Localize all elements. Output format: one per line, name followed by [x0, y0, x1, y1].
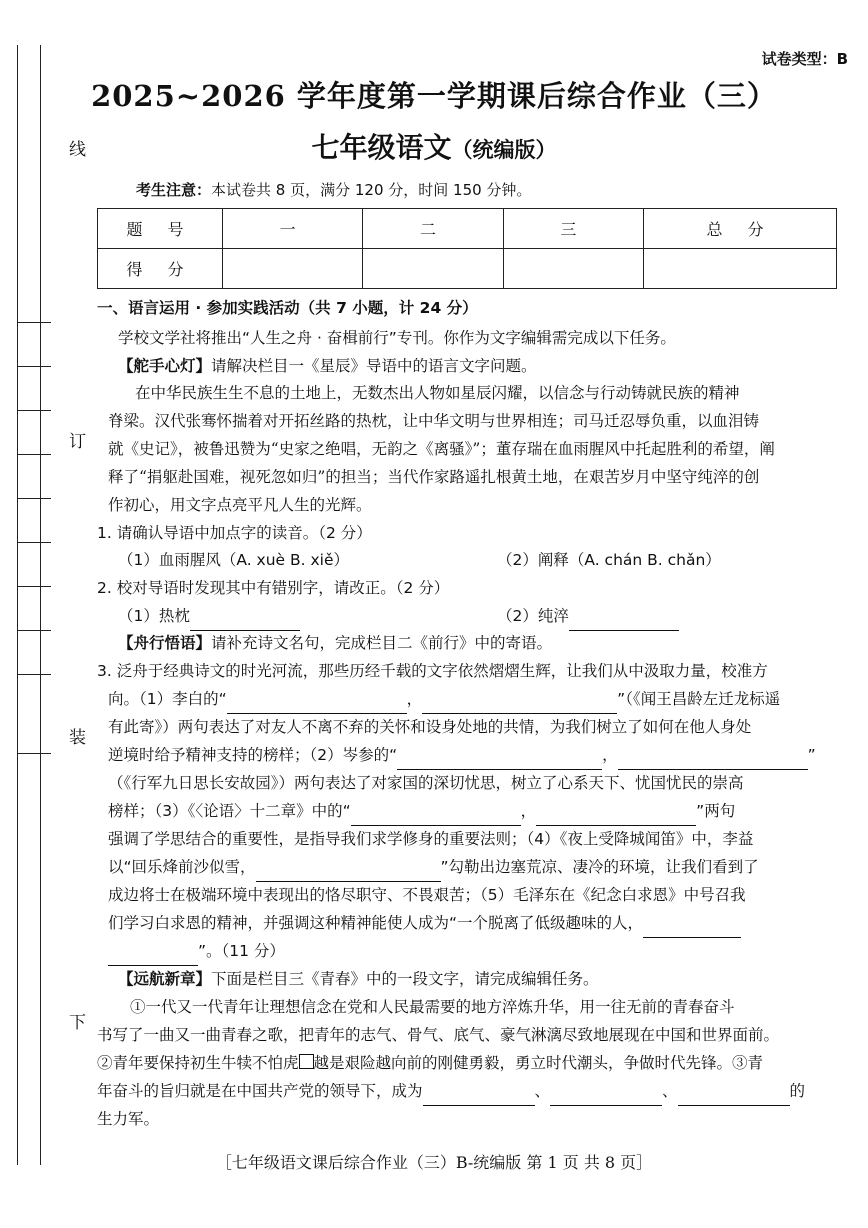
- score-cell: 三: [503, 209, 643, 249]
- passage3-line: 书写了一曲又一曲青春之歌，把青年的志气、骨气、底气、豪气淋漓尽致地展现在中国和世界面前。: [97, 1026, 780, 1044]
- margin-label-below: 下: [65, 1013, 85, 1030]
- info-box: [18, 323, 51, 367]
- score-input-cell[interactable]: [644, 249, 837, 289]
- score-cell: 一: [223, 209, 363, 249]
- question-2: 2. 校对导语时发现其中有错别字，请改正。（2 分）: [97, 579, 450, 597]
- answer-blank[interactable]: [678, 1085, 790, 1106]
- punctuation-box[interactable]: [299, 1054, 314, 1069]
- info-box: [18, 455, 51, 499]
- score-input-cell[interactable]: [223, 249, 363, 289]
- q3-text: 以“回乐烽前沙似雪，: [108, 858, 256, 876]
- task3: [118, 964, 850, 994]
- passage-line: 在中华民族生生不息的土地上，无数杰出人物如星辰闪耀，以信念与行动铸就民族的精神: [135, 384, 740, 402]
- passage-line: 释了“捐躯赴国难，视死忽如归”的担当；当代作家路遥扎根黄土地，在艰苦岁月中坚守纯淬的创: [108, 468, 760, 486]
- answer-blank[interactable]: [397, 749, 602, 770]
- info-box: [18, 543, 51, 587]
- notice-label: 考生注意：: [136, 181, 212, 199]
- q3-text: 逆境时给予精神支持的榜样；（2）岑参的“: [108, 746, 398, 764]
- q2-item-a: [118, 601, 478, 631]
- question-3-line: 榜样；（3）《〈论语〉十二章》中的“ ， ”两句: [108, 796, 840, 826]
- q3-text: ”勾勒出边塞荒凉、凄冷的环境，让我们看到了: [440, 858, 759, 876]
- answer-blank[interactable]: [643, 917, 741, 938]
- answer-blank[interactable]: [550, 1085, 662, 1106]
- passage3-text: 的: [789, 1082, 806, 1100]
- info-box: [18, 499, 51, 543]
- score-table-header-row: [98, 209, 837, 249]
- info-box: [18, 367, 51, 411]
- answer-blank[interactable]: [227, 693, 407, 714]
- q2-item-b: [497, 601, 837, 631]
- section-intro: [118, 323, 850, 353]
- paper-type: 试卷类型：B: [761, 50, 848, 68]
- q3-text: 们学习白求恩的精神，并强调这种精神能使人成为“一个脱离了低级趣味的人，: [108, 914, 644, 932]
- score-cell: 得 分: [98, 249, 223, 289]
- info-box: [18, 631, 51, 675]
- q3-text: ”（《闻王昌龄左迁龙标遥: [617, 690, 781, 708]
- passage3-line: [97, 1048, 842, 1078]
- passage-line: 就《史记》，被鲁迅赞为“史家之绝唱，无韵之《离骚》”；董存瑞在血雨腥风中托起胜利的希望，阐: [108, 440, 775, 458]
- question-1: 1. 请确认导语中加点字的读音。（2 分）: [97, 524, 372, 542]
- task2: [118, 628, 850, 658]
- q2-b-label: （2）纯淬: [497, 607, 569, 625]
- task2-label: 【舟行悟语】: [118, 634, 212, 652]
- candidate-info-boxes: [17, 322, 51, 754]
- passage3-line: 生力军。: [97, 1110, 160, 1128]
- question-3-line: [108, 936, 840, 966]
- passage-line: 作初心，用文字点亮平凡人生的光辉。: [108, 496, 372, 514]
- question-3-line: 强调了学思结合的重要性，是指导我们求学修身的重要法则；（4）《夜上受降城闻笛》中，李益: [108, 830, 754, 848]
- task1: [118, 351, 850, 381]
- q3-text: ”。（11 分）: [198, 942, 285, 960]
- intro-text: 学校文学社将推出“人生之舟 · 奋楫前行”专刊。你作为文字编辑需完成以下任务。: [118, 329, 676, 347]
- task3-text: 下面是栏目三《青春》中的一段文字，请完成编辑任务。: [211, 970, 599, 988]
- task1-label: 【舵手心灯】: [118, 357, 212, 375]
- passage3-text: ②青年要保持初生牛犊不怕虎: [97, 1054, 299, 1072]
- margin-label-order: 订: [65, 432, 85, 449]
- info-box: [18, 675, 51, 718]
- score-cell: 二: [363, 209, 503, 249]
- answer-blank[interactable]: [108, 945, 198, 966]
- question-3-line: 逆境时给予精神支持的榜样；（2）岑参的“ ， ”: [108, 740, 840, 770]
- question-3-line: 向。（1）李白的“ ， ”（《闻王昌龄左迁龙标遥: [108, 684, 840, 714]
- q1-option-a: （1）血雨腥风（A. xuè B. xiě）: [118, 551, 350, 569]
- score-table-score-row: [98, 249, 837, 289]
- question-3-line: [108, 852, 840, 882]
- task2-text: 请补充诗文名句，完成栏目二《前行》中的寄语。: [211, 634, 553, 652]
- section-heading: 一、语言运用 · 参加实践活动（共 7 小题，计 24 分）: [97, 299, 478, 317]
- subtitle-edition: （统编版）: [451, 137, 557, 162]
- question-3-line: 3. 泛舟于经典诗文的时光河流，那些历经千载的文字依然熠熠生辉，让我们从中汲取力量，校准方: [97, 662, 768, 680]
- question-3-line: [108, 908, 840, 938]
- q3-text: ”两句: [696, 802, 736, 820]
- q3-text: 榜样；（3）《〈论语〉十二章》中的“: [108, 802, 351, 820]
- passage-line: 脊梁。汉代张骞怀揣着对开拓丝路的热枕，让中华文明与世界相连；司马迁忍辱负重，以血泪铸: [108, 412, 760, 430]
- page-subtitle: [0, 126, 868, 166]
- info-box: [18, 411, 51, 455]
- score-input-cell[interactable]: [363, 249, 503, 289]
- answer-blank[interactable]: [618, 749, 808, 770]
- score-cell: 总 分: [644, 209, 837, 249]
- subtitle-main: 七年级语文: [311, 131, 452, 164]
- task1-text: 请解决栏目一《星辰》导语中的语言文字问题。: [211, 357, 537, 375]
- margin-label-bind: 装: [65, 728, 85, 745]
- passage3-line: ①一代又一代青年让理想信念在党和人民最需要的地方淬炼升华，用一往无前的青春奋斗: [130, 998, 735, 1016]
- page-footer: ［七年级语文课后综合作业（三）B-统编版 第 1 页 共 8 页］: [215, 1153, 653, 1172]
- answer-blank[interactable]: [351, 805, 521, 826]
- exam-notice: [136, 179, 531, 200]
- score-cell: 题 号: [98, 209, 223, 249]
- score-table: [97, 208, 837, 289]
- q3-text: ”: [807, 746, 816, 764]
- q2-a-label: （1）热枕: [118, 607, 190, 625]
- answer-blank[interactable]: [536, 805, 696, 826]
- question-3-line: 有此寄》）两句表达了对友人不离不弃的关怀和设身处地的共情，为我们树立了如何在他人身处: [108, 718, 752, 736]
- answer-blank[interactable]: [422, 693, 617, 714]
- question-3-line: 成边将士在极端环境中表现出的恪尽职守、不畏艰苦；（5）毛泽东在《纪念白求恩》中号召我: [108, 886, 746, 904]
- answer-blank[interactable]: [423, 1085, 535, 1106]
- info-box: [18, 587, 51, 631]
- q1-option-b: （2）阐释（A. chán B. chǎn）: [497, 551, 721, 569]
- question-3-line: （《行军九日思长安故园》）两句表达了对家国的深切忧思，树立了心系天下、忧国忧民的崇高: [108, 774, 744, 792]
- margin-label-line: 线: [65, 140, 85, 157]
- notice-text: 本试卷共 8 页，满分 120 分，时间 150 分钟。: [211, 181, 532, 199]
- task3-label: 【远航新章】: [118, 970, 212, 988]
- passage3-text: 年奋斗的旨归就是在中国共产党的领导下，成为: [97, 1082, 423, 1100]
- passage3-text: 越是艰险越向前的刚健勇毅，勇立时代潮头，争做时代先锋。③青: [313, 1054, 764, 1072]
- q3-text: 向。（1）李白的“: [108, 690, 227, 708]
- score-input-cell[interactable]: [503, 249, 643, 289]
- answer-blank[interactable]: [256, 861, 441, 882]
- page-title: 2025~2026 学年度第一学期课后综合作业（三）: [91, 79, 777, 113]
- passage3-line: 年奋斗的旨归就是在中国共产党的领导下，成为 、 、 的: [97, 1076, 842, 1106]
